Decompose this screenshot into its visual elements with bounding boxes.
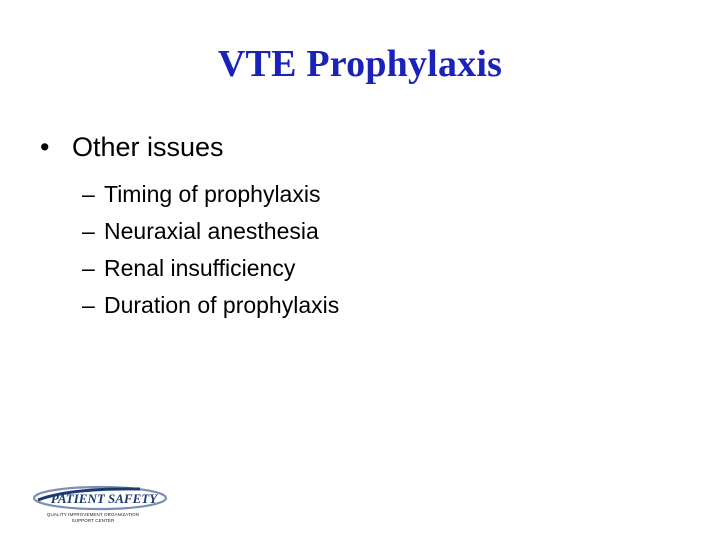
sub-bullet-marker: – bbox=[82, 181, 95, 207]
logo-wordmark: PATIENT SAFETY bbox=[50, 491, 158, 506]
logo-tagline-line1: QUALITY IMPROVEMENT ORGANIZATION bbox=[46, 512, 140, 517]
sub-bullet-text: Timing of prophylaxis bbox=[104, 181, 321, 207]
slide-title: VTE Prophylaxis bbox=[217, 43, 503, 85]
sub-bullet-list bbox=[82, 176, 339, 324]
logo-tagline bbox=[38, 512, 148, 523]
logo-tagline-line2: SUPPORT CENTER bbox=[71, 517, 115, 523]
sub-bullet-text: Renal insufficiency bbox=[104, 255, 296, 281]
sub-bullet-marker: – bbox=[82, 218, 95, 244]
sub-bullet-item bbox=[82, 176, 339, 213]
sub-bullet-marker: – bbox=[82, 292, 95, 318]
sub-bullet-item bbox=[82, 250, 339, 287]
bullet-text: Other issues bbox=[72, 132, 224, 162]
bullet-marker: • bbox=[40, 132, 50, 162]
sub-bullet-marker: – bbox=[82, 255, 95, 281]
sub-bullet-text: Neuraxial anesthesia bbox=[104, 218, 319, 244]
sub-bullet-text: Duration of prophylaxis bbox=[104, 292, 340, 318]
sub-bullet-item bbox=[82, 213, 339, 250]
sub-bullet-item bbox=[82, 287, 339, 324]
bullet-item bbox=[40, 132, 224, 163]
